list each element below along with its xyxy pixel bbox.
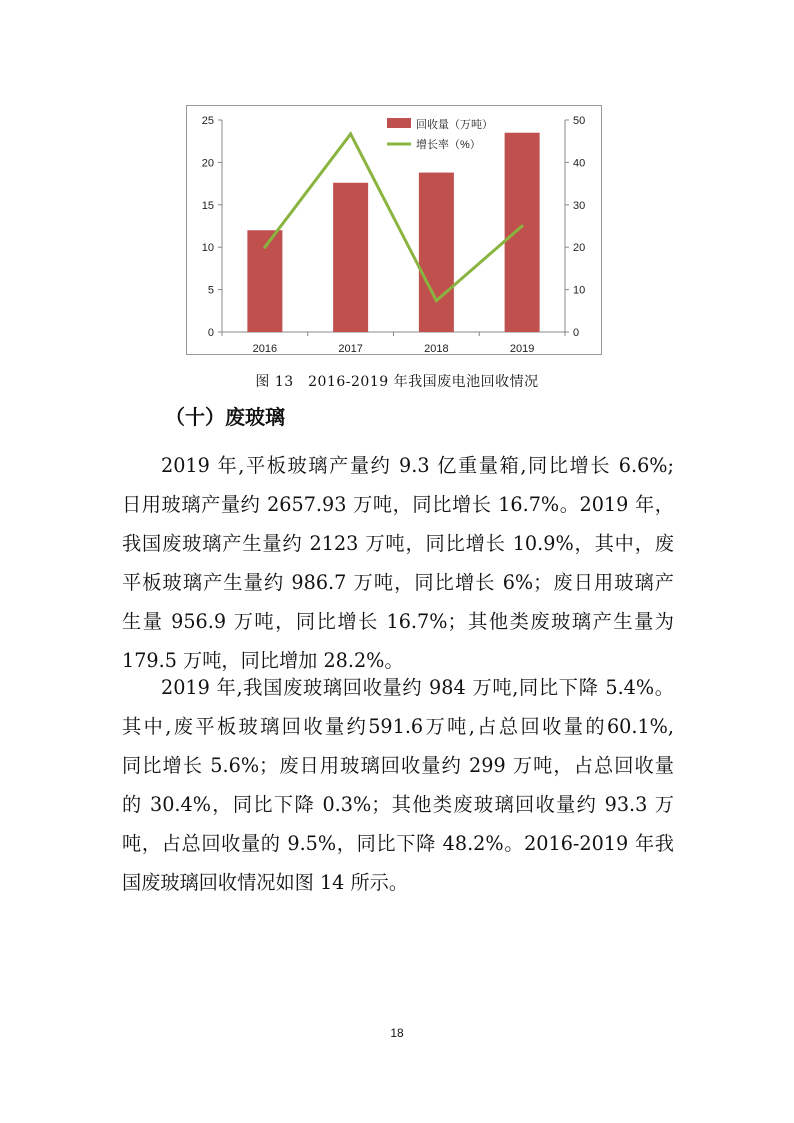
- right-tick-label: 50: [573, 115, 586, 127]
- x-tick-label: 2018: [424, 343, 449, 355]
- paragraph-1: [122, 446, 674, 680]
- paragraph-line: 吨，占总回收量的 9.5%，同比下降 48.2%。2016-2019 年我: [122, 832, 674, 855]
- paragraph-line: 国废玻璃回收情况如图 14 所示。: [122, 871, 409, 894]
- x-tick-label: 2017: [338, 343, 363, 355]
- right-tick-label: 30: [573, 199, 586, 212]
- left-tick-label: 15: [201, 199, 214, 212]
- figure-caption: 图 13 2016-2019 年我国废电池回收情况: [255, 374, 539, 390]
- paragraph-line: 同比增长 5.6%；废日用玻璃回收量约 299 万吨，占总回收量: [122, 754, 674, 777]
- paragraph-line: 生量 956.9 万吨，同比增长 16.7%；其他类废玻璃产生量为: [122, 610, 674, 633]
- paragraph-line: 平板玻璃产生量约 986.7 万吨，同比增长 6%；废日用玻璃产: [122, 571, 674, 594]
- bar-2017: [333, 183, 368, 332]
- growth-rate-point: [435, 299, 438, 302]
- recycling-chart: [187, 106, 603, 356]
- paragraph-line: 2019 年,我国废玻璃回收量约 984 万吨,同比下降 5.4%。: [161, 676, 674, 699]
- right-tick-label: 20: [573, 242, 586, 255]
- left-tick-label: 0: [207, 327, 214, 339]
- right-tick-label: 0: [573, 327, 580, 339]
- paragraph-line: 日用玻璃产量约 2657.93 万吨，同比增长 16.7%。2019 年，: [122, 493, 674, 516]
- growth-rate-point: [521, 225, 524, 228]
- paragraph-2: [122, 668, 674, 902]
- left-tick-label: 20: [201, 157, 214, 170]
- paragraph-line: 其中,废平板玻璃回收量约591.6万吨,占总回收量的60.1%,: [122, 715, 674, 738]
- legend-label-line: 增长率（%）: [416, 139, 481, 151]
- growth-rate-point: [349, 132, 352, 135]
- bar-2019: [505, 133, 540, 332]
- legend-swatch-bars: [387, 118, 411, 128]
- paragraph-line: 的 30.4%，同比下降 0.3%；其他类废玻璃回收量约 93.3 万: [122, 793, 674, 816]
- x-tick-label: 2016: [252, 343, 278, 355]
- growth-rate-point: [263, 246, 266, 249]
- x-tick-label: 2019: [509, 343, 535, 355]
- section-title: （十）废玻璃: [165, 405, 285, 429]
- growth-rate-line: [265, 134, 522, 301]
- left-tick-label: 5: [207, 284, 214, 297]
- left-tick-label: 10: [201, 242, 214, 255]
- right-tick-label: 40: [573, 157, 586, 170]
- paragraph-line: 179.5 万吨，同比增加 28.2%。: [122, 649, 404, 672]
- legend-label-bars: 回收量（万吨）: [416, 119, 493, 131]
- paragraph-line: 2019 年,平板玻璃产量约 9.3 亿重量箱,同比增长 6.6%;: [161, 454, 674, 477]
- left-tick-label: 25: [201, 115, 214, 127]
- chart-frame: [186, 105, 602, 355]
- bar-2018: [419, 173, 454, 332]
- page-number: 18: [390, 1026, 404, 1040]
- paragraph-line: 我国废玻璃产生量约 2123 万吨，同比增长 10.9%，其中，废: [122, 532, 674, 555]
- right-tick-label: 10: [573, 284, 586, 297]
